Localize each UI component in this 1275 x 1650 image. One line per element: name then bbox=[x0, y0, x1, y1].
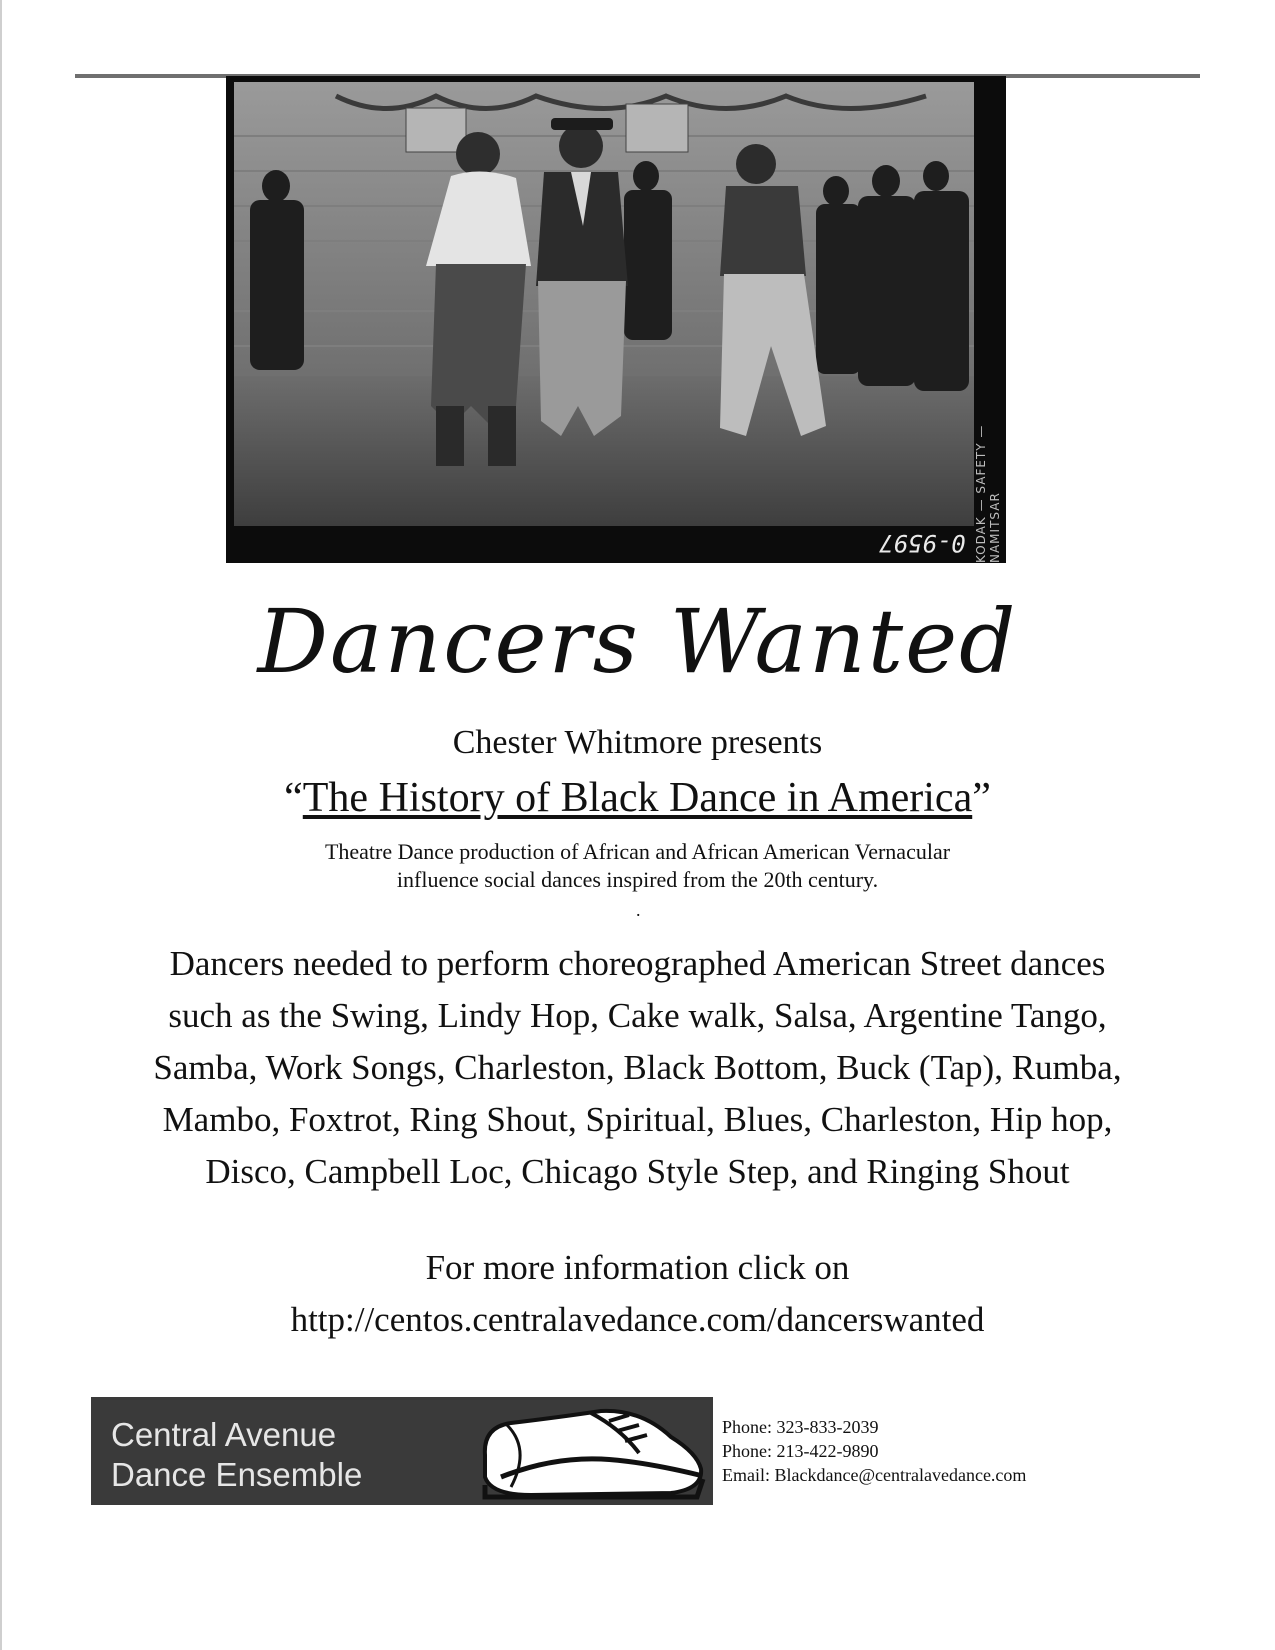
phone-1: Phone: 323-833-2039 bbox=[722, 1417, 879, 1437]
negative-number: 0-9597 bbox=[879, 529, 966, 557]
phone-2: Phone: 213-422-9890 bbox=[722, 1441, 879, 1461]
dance-shoe-icon bbox=[471, 1397, 713, 1505]
logo-line: Central Avenue bbox=[111, 1416, 337, 1453]
ensemble-logo bbox=[91, 1397, 713, 1505]
dance-hall-photo-illustration bbox=[226, 76, 1006, 563]
open-quote: “ bbox=[284, 775, 303, 821]
description-line: Theatre Dance production of African and African American Vernacular bbox=[324, 839, 951, 864]
dance-styles-line: Dancers needed to perform choreographed American Street dances bbox=[169, 944, 1106, 983]
film-edge-stamp: KODAK — SAFETY — NAMITSAR bbox=[974, 424, 1002, 563]
page-edge bbox=[0, 0, 2, 1650]
headline: Dancers Wanted bbox=[257, 590, 1018, 693]
dance-styles-line: Mambo, Foxtrot, Ring Shout, Spiritual, Blues, Charleston, Hip hop, bbox=[162, 1100, 1113, 1139]
production-description bbox=[0, 838, 1275, 894]
more-info-link[interactable]: http://centos.centralavedance.com/dancerswanted bbox=[290, 1300, 985, 1339]
logo-line: Dance Ensemble bbox=[111, 1456, 363, 1493]
dance-styles-paragraph bbox=[60, 938, 1215, 1198]
email: Email: Blackdance@centralavedance.com bbox=[722, 1465, 1027, 1485]
separator-dot: . bbox=[636, 900, 641, 920]
dance-styles-line: such as the Swing, Lindy Hop, Cake walk, Salsa, Argentine Tango, bbox=[168, 996, 1107, 1035]
show-title bbox=[0, 774, 1275, 822]
more-info-text: For more information click on bbox=[425, 1248, 850, 1287]
show-title-text: The History of Black Dance in America bbox=[302, 775, 973, 821]
presenter-line: Chester Whitmore presents bbox=[452, 724, 823, 761]
description-line: influence social dances inspired from the 20th century. bbox=[396, 867, 879, 892]
dance-styles-line: Samba, Work Songs, Charleston, Black Bottom, Buck (Tap), Rumba, bbox=[153, 1048, 1122, 1087]
close-quote: ” bbox=[972, 775, 991, 821]
contact-block bbox=[722, 1415, 1026, 1487]
dance-hall-photo bbox=[226, 76, 1006, 563]
dance-styles-line: Disco, Campbell Loc, Chicago Style Step, and Ringing Shout bbox=[205, 1152, 1070, 1191]
